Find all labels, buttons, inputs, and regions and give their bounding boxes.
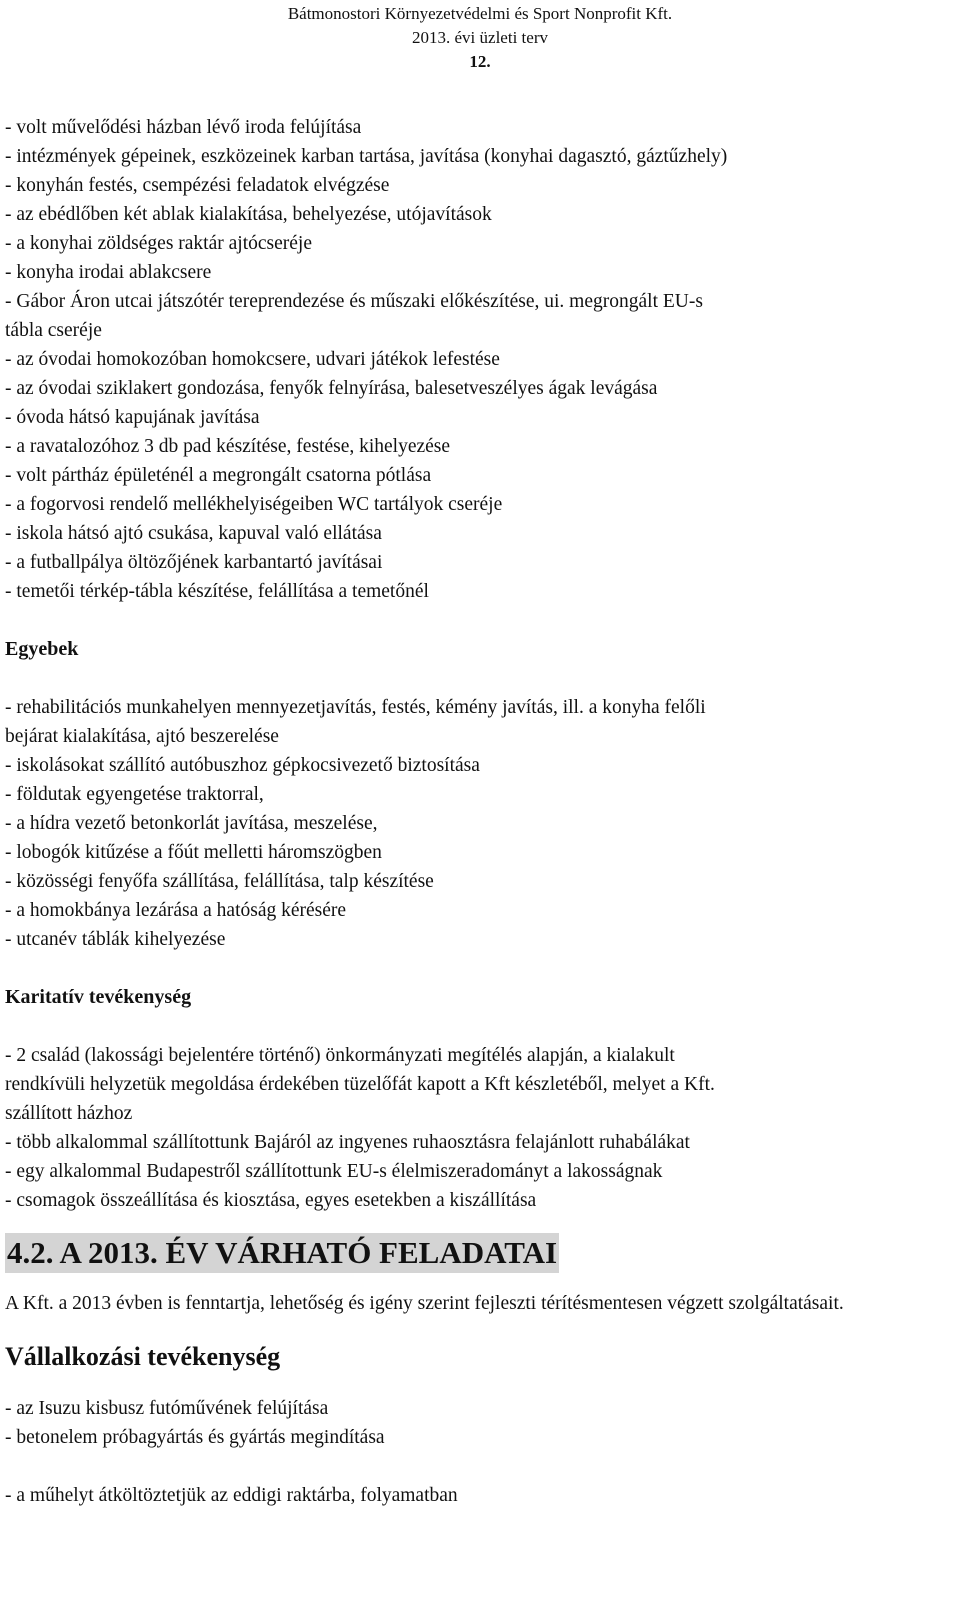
egyebek-list <box>5 693 953 954</box>
list-item: - iskolásokat szállító autóbuszhoz gépkocsivezető biztosítása <box>5 755 480 776</box>
karitativ-heading: Karitatív tevékenység <box>5 986 192 1008</box>
list-item: - 2 család (lakossági bejelentére történő) önkormányzati megítélés alapján, a kialakult <box>5 1045 675 1066</box>
list-item: - egy alkalommal Budapestről szállítottunk EU-s élelmiszeradományt a lakosságnak <box>5 1161 663 1182</box>
page-number: 12. <box>469 52 491 71</box>
list-item: - Gábor Áron utcai játszótér tereprendezése és műszaki előkészítése, ui. megrongált EU-s <box>5 291 703 312</box>
list-item: - óvoda hátsó kapujának javítása <box>5 407 260 428</box>
list-item: - rehabilitációs munkahelyen mennyezetjavítás, festés, kémény javítás, ill. a konyha felőli <box>5 697 706 718</box>
list-item: - konyhán festés, csempézési feladatok elvégzése <box>5 175 390 196</box>
list-item: - utcanév táblák kihelyezése <box>5 929 226 950</box>
list-item: - csomagok összeállítása és kiosztása, egyes esetekben a kiszállítása <box>5 1190 537 1211</box>
list-item: - a fogorvosi rendelő mellékhelyiségeiben WC tartályok cseréje <box>5 494 503 515</box>
list-item: - a ravatalozóhoz 3 db pad készítése, festése, kihelyezése <box>5 436 451 457</box>
vallalkozasi-list <box>5 1394 953 1510</box>
list-item: - a műhelyt átköltöztetjük az eddigi raktárba, folyamatban <box>5 1485 458 1506</box>
list-item: - a hídra vezető betonkorlát javítása, meszelése, <box>5 813 378 834</box>
list-item: - volt művelődési házban lévő iroda felújítása <box>5 117 362 138</box>
list-item: - az ebédlőben két ablak kialakítása, behelyezése, utójavítások <box>5 204 492 225</box>
list-item: - konyha irodai ablakcsere <box>5 262 212 283</box>
header-company: Bátmonostori Környezetvédelmi és Sport Nonprofit Kft. <box>287 4 673 23</box>
list-item: bejárat kialakítása, ajtó beszerelése <box>5 726 279 747</box>
list-item: - az óvodai homokozóban homokcsere, udvari játékok lefestése <box>5 349 500 370</box>
section-heading: 4.2. A 2013. ÉV VÁRHATÓ FELADATAI <box>5 1233 559 1273</box>
list-item: - lobogók kitűzése a főút melletti háromszögben <box>5 842 382 863</box>
list-item: - volt pártház épületénél a megrongált csatorna pótlása <box>5 465 432 486</box>
egyebek-heading: Egyebek <box>5 638 79 660</box>
list-item: - közösségi fenyőfa szállítása, felállítása, talp készítése <box>5 871 434 892</box>
header-plan: 2013. évi üzleti terv <box>412 28 548 47</box>
karitativ-list <box>5 1041 953 1215</box>
list-item: - intézmények gépeinek, eszközeinek karban tartása, javítása (konyhai dagasztó, gáztűzhely) <box>5 146 728 167</box>
list-item: - a konyhai zöldséges raktár ajtócseréje <box>5 233 312 254</box>
list-item: - az óvodai sziklakert gondozása, fenyők felnyírása, balesetveszélyes ágak levágása <box>5 378 658 399</box>
page-header <box>0 2 960 74</box>
list-item: rendkívüli helyzetük megoldása érdekében tüzelőfát kapott a Kft készletéből, melyet a Kft. <box>5 1074 715 1095</box>
document-body <box>5 113 953 1510</box>
list-item: - több alkalommal szállítottunk Bajáról az ingyenes ruhaosztásra felajánlott ruhabálákat <box>5 1132 690 1153</box>
vallalkozasi-heading: Vállalkozási tevékenység <box>5 1342 281 1371</box>
section-intro: A Kft. a 2013 évben is fenntartja, lehetőség és igény szerint fejleszti térítésmentesen végzett szolgáltatásait. <box>5 1293 844 1314</box>
list-item: - a homokbánya lezárása a hatóság kérésére <box>5 900 347 921</box>
list-item: - földutak egyengetése traktorral, <box>5 784 264 805</box>
maintenance-list <box>5 113 953 606</box>
list-item: - a futballpálya öltözőjének karbantartó javításai <box>5 552 383 573</box>
list-item: tábla cseréje <box>5 320 102 341</box>
list-item: - az Isuzu kisbusz futóművének felújítása <box>5 1398 329 1419</box>
list-item: - temetői térkép-tábla készítése, felállítása a temetőnél <box>5 581 429 602</box>
list-item: - iskola hátsó ajtó csukása, kapuval való ellátása <box>5 523 382 544</box>
list-item: - betonelem próbagyártás és gyártás megindítása <box>5 1427 385 1448</box>
list-item: szállított házhoz <box>5 1103 133 1124</box>
